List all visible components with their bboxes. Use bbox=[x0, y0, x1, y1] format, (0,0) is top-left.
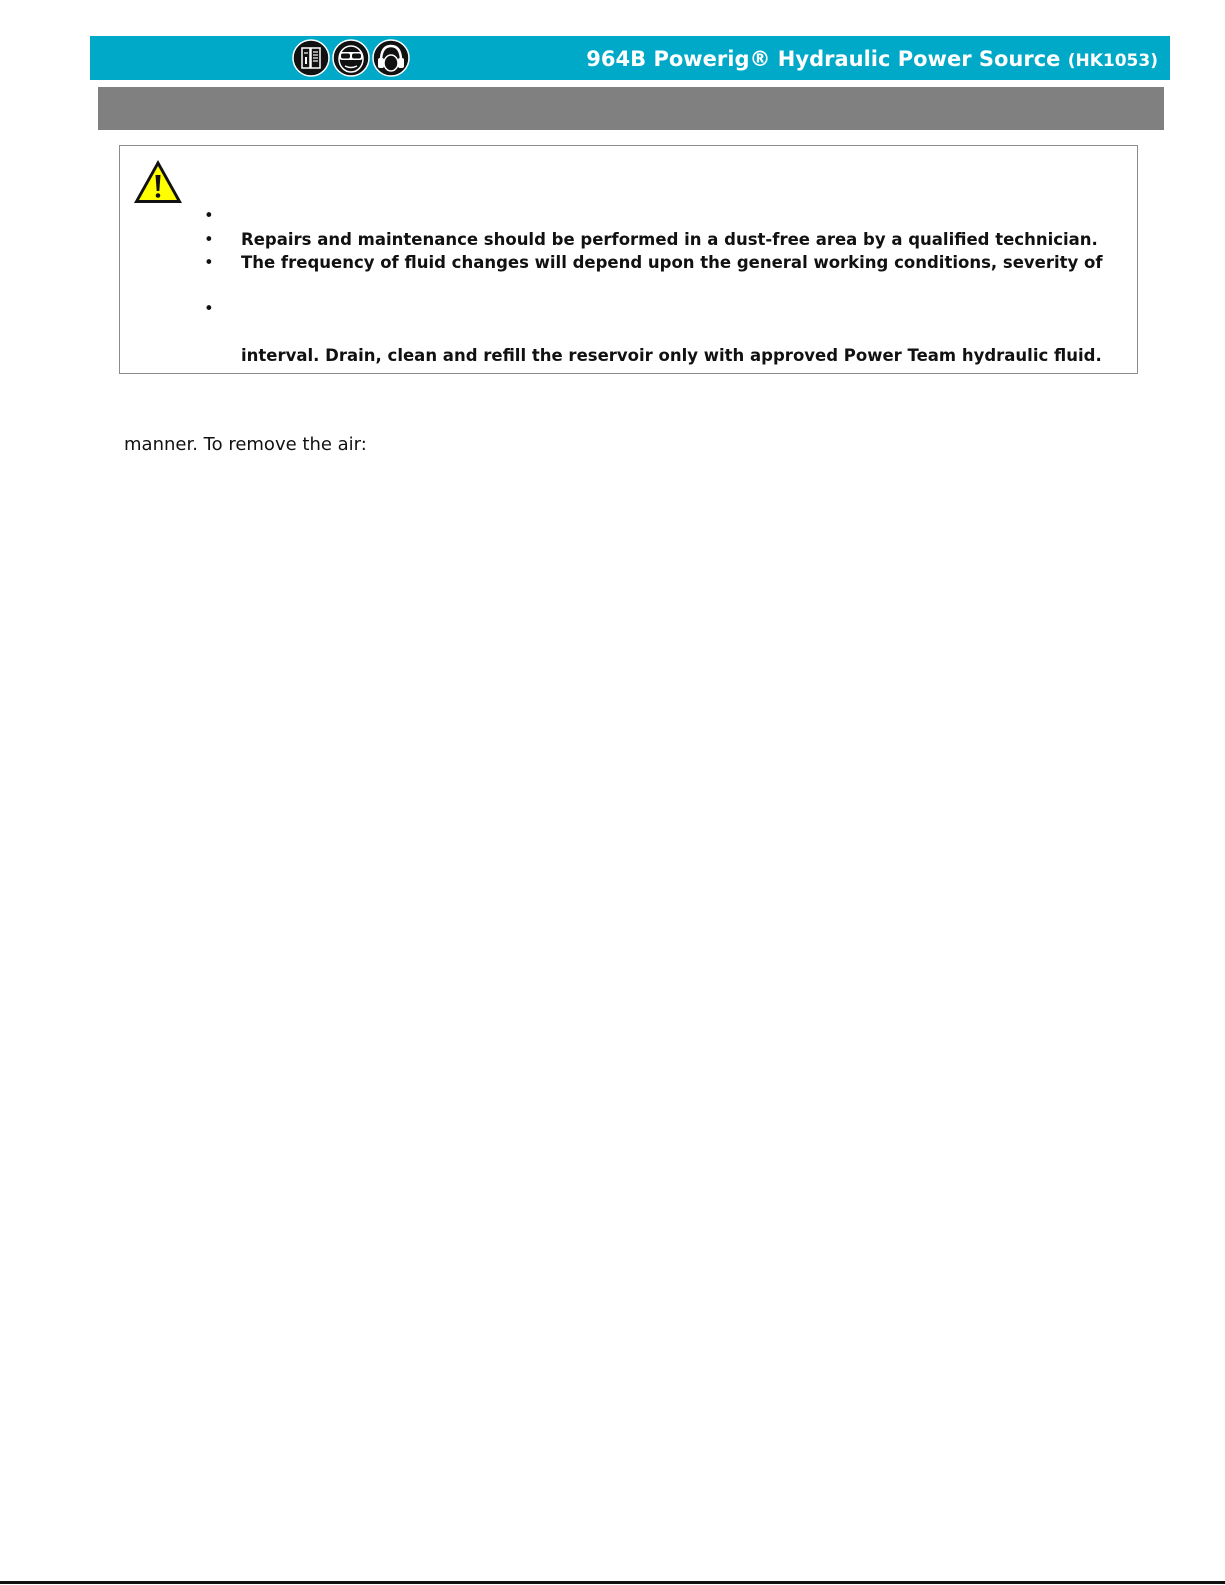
caution-item bbox=[204, 204, 1123, 228]
bullet: • bbox=[204, 253, 214, 272]
document-title bbox=[586, 36, 1158, 80]
page-bottom-rule bbox=[0, 1581, 1225, 1584]
hearing-protection-icon bbox=[372, 39, 410, 77]
body-paragraph: manner. To remove the air: bbox=[124, 434, 367, 455]
header-bar bbox=[90, 36, 1170, 80]
caution-item-text: interval. Drain, clean and refill the reservoir only with approved Power Team hydraulic fluid. bbox=[241, 345, 1102, 365]
safety-goggles-icon bbox=[332, 39, 370, 77]
caution-item bbox=[204, 251, 1123, 275]
section-heading-bar bbox=[98, 87, 1164, 130]
bullet: • bbox=[204, 229, 214, 249]
product-title: 964B Powerig® Hydraulic Power Source bbox=[586, 47, 1061, 71]
caution-item-text: The frequency of fluid changes will depend upon the general working conditions, severity of bbox=[241, 253, 1103, 272]
caution-item-text: Repairs and maintenance should be performed in a dust-free area by a qualified technician. bbox=[241, 229, 1098, 249]
bullet: • bbox=[204, 206, 214, 225]
model-code: (HK1053) bbox=[1067, 51, 1158, 71]
caution-box bbox=[119, 145, 1138, 374]
warning-triangle-icon bbox=[132, 158, 184, 205]
caution-item bbox=[204, 228, 1123, 252]
bullet: • bbox=[204, 298, 214, 318]
caution-item bbox=[204, 297, 1123, 367]
ppe-icons bbox=[292, 39, 410, 77]
read-manual-icon bbox=[292, 39, 330, 77]
caution-list bbox=[204, 204, 1123, 367]
